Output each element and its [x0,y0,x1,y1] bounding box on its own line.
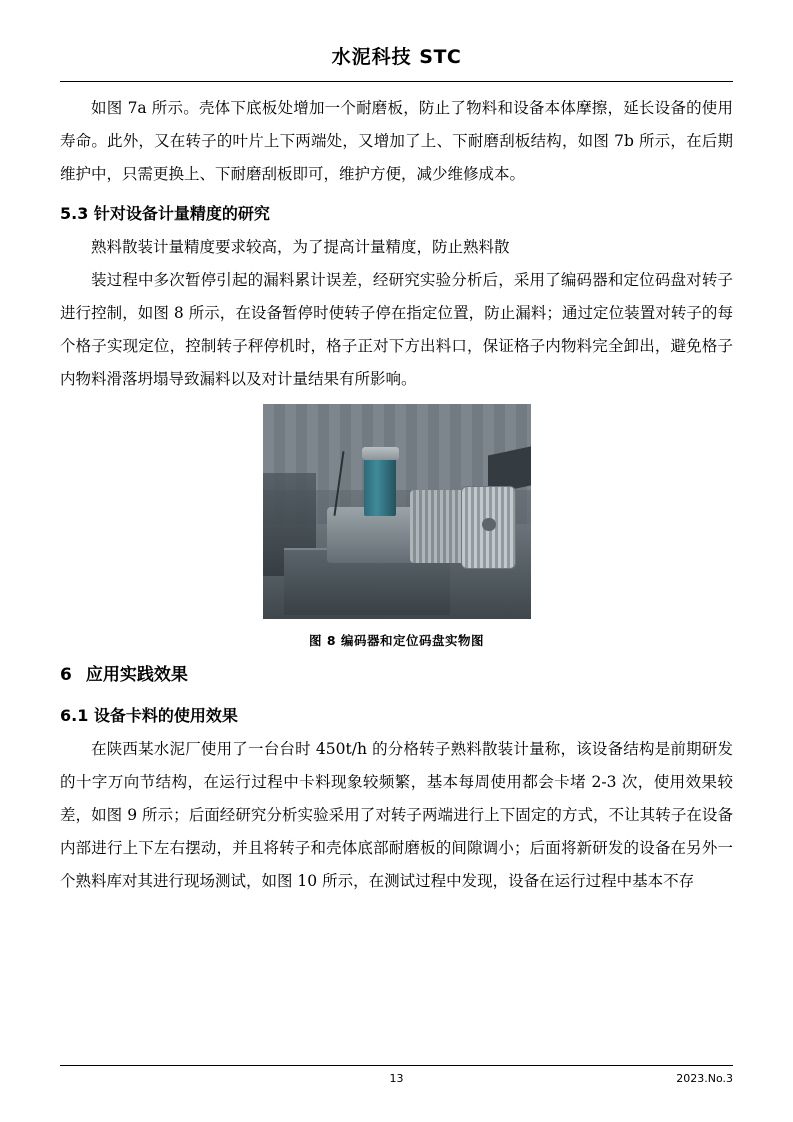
photo-fan-hub [482,518,495,531]
heading-6-text: 应用实践效果 [85,665,188,685]
heading-6-1: 6.1 设备卡料的使用效果 [60,706,238,725]
paragraph-1: 如图 7a 所示。壳体下底板处增加一个耐磨板，防止了物料和设备本体摩擦，延长设备的使用寿命。此外，又在转子的叶片上下两端处，又增加了上、下耐磨刮板结构，如图 7b 所示，在后期维护中，只需更换上、下耐磨刮板即可，维护方便，减少维修成本。 [60,99,733,183]
page-number: 13 [389,1072,404,1085]
journal-title [60,42,733,69]
page-header [60,0,733,75]
journal-title-en: STC [419,46,462,68]
photo-blue-cylinder [364,456,396,516]
paragraph-2: 熟料散装计量精度要求较高，为了提高计量精度，防止熟料散 [91,238,510,256]
paragraph-3: 装过程中多次暂停引起的漏料累计误差，经研究实验分析后，采用了编码器和定位码盘对转子进行控制，如图 8 所示，在设备暂停时使转子停在指定位置，防止漏料；通过定位装置对转子的每个格子实现定位，控制转子秤停机时，格子正对下方出料口，保证格子内物料完全卸出，避免格子内物料滑落坍塌导致漏料以及对计量结果有所影响。 [60,271,733,388]
figure-8-caption: 图 8 编码器和定位码盘实物图 [309,633,484,648]
paragraph-4: 在陕西某水泥厂使用了一台台时 450t/h 的分格转子熟料散装计量称，该设备结构是前期研发的十字万向节结构，在运行过程中卡料现象较频繁，基本每周使用都会卡堵 2-3 次，使用效果较差，如图 9 所示；后面经研究分析实验采用了对转子两端进行上下固定的方式，不让其转子在设备内部进行上下左右摆动，并且将转子和壳体底部耐磨板的间隙调小；后面将新研发的设备在另外一个熟料库对其进行现场测试，如图 10 所示，在测试过程中发现，设备在运行过程中基本不存 [60,740,733,890]
figure-8 [60,404,733,649]
footer-divider [60,1065,733,1066]
footer-row [60,1072,733,1088]
page-footer [60,1065,733,1088]
figure-8-photo [263,404,531,619]
journal-title-cn: 水泥科技 [331,46,412,68]
photo-cylinder-cap [362,447,400,460]
page-content [60,0,733,1122]
heading-6-number: 6 [60,665,72,685]
heading-6 [60,657,733,693]
heading-5-3: 5.3 针对设备计量精度的研究 [60,204,270,223]
issue-label: 2023.No.3 [676,1072,733,1085]
